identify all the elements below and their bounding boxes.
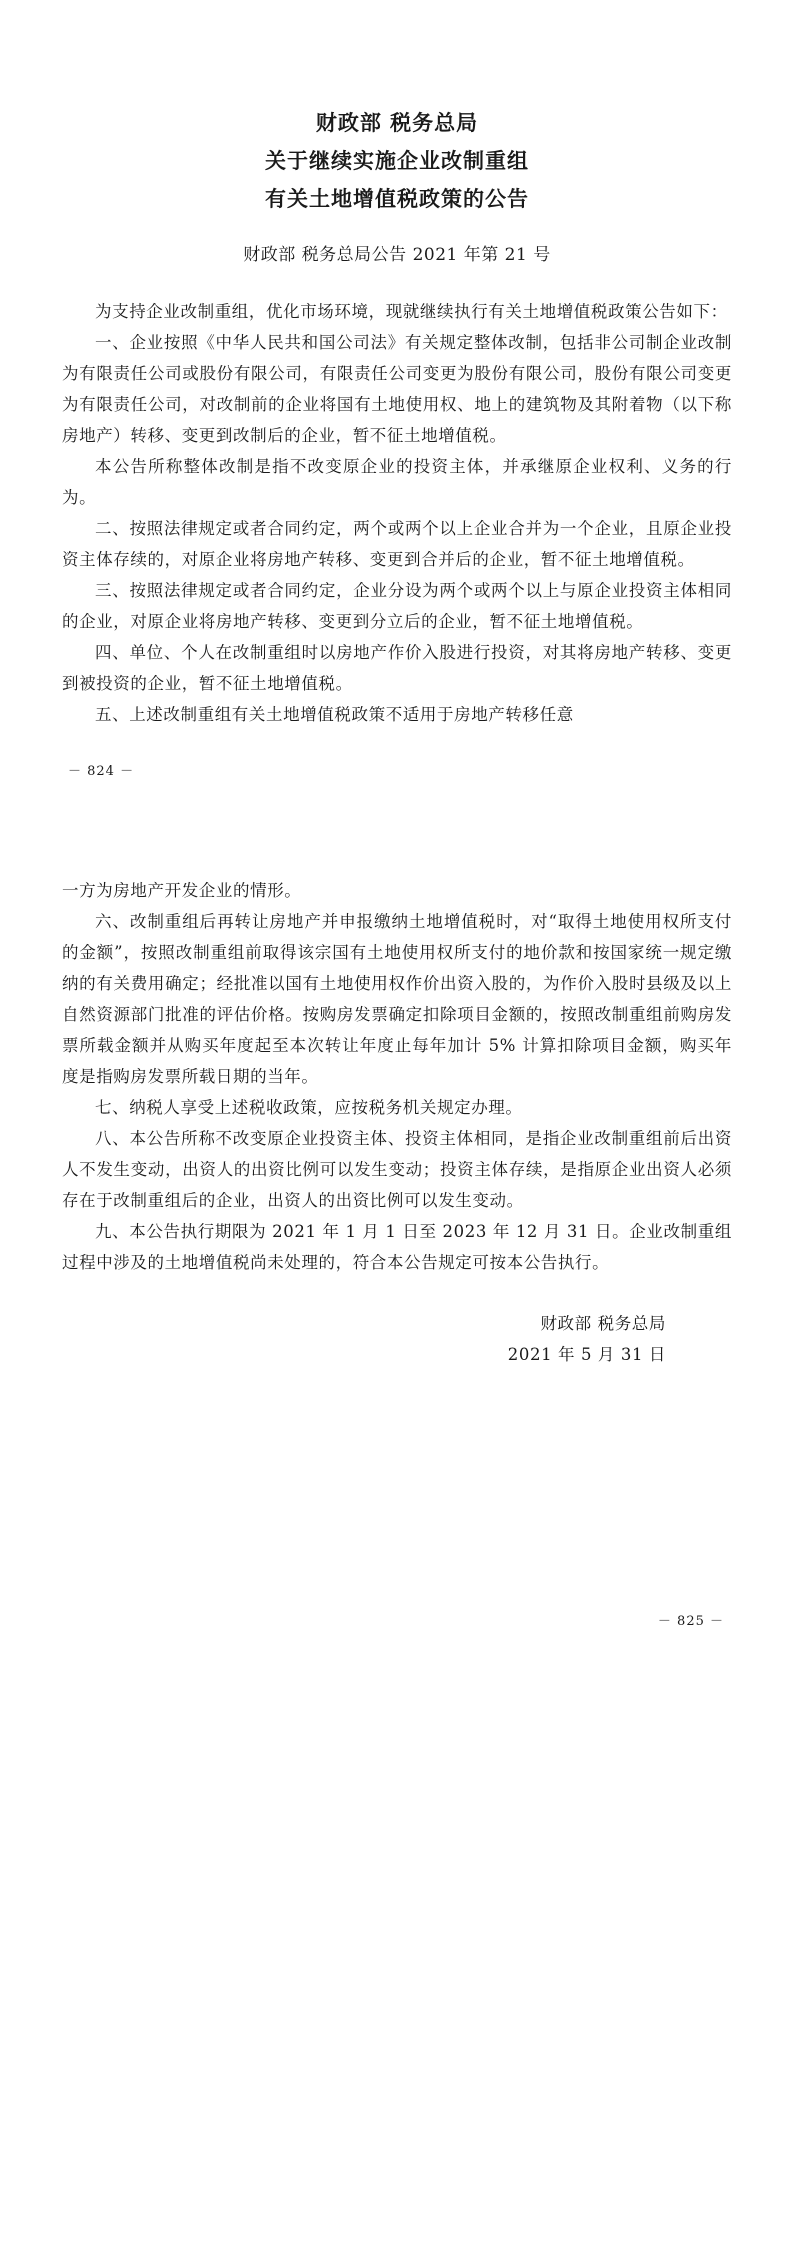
page-824-body [62,296,732,730]
page-separator [0,779,794,875]
document-title [62,104,732,218]
page-825 [0,875,794,1629]
signature-date: 2021 年 5 月 31 日 [507,1345,666,1364]
paragraph-article-1-note: 本公告所称整体改制是指不改变原企业的投资主体，并承继原企业权利、义务的行为。 [62,457,732,507]
signature-block [62,1308,732,1370]
paragraph-article-7: 七、纳税人享受上述税收政策，应按税务机关规定办理。 [95,1098,523,1117]
title-line-1: 财政部 税务总局 [315,110,479,135]
title-line-2: 关于继续实施企业改制重组 [265,148,529,173]
page-824 [0,0,794,779]
paragraph-intro: 为支持企业改制重组，优化市场环境，现就继续执行有关土地增值税政策公告如下： [95,302,728,321]
paragraph-article-9: 九、本公告执行期限为 2021 年 1 月 1 日至 2023 年 12 月 31 日。企业改制重组过程中涉及的土地增值税尚未处理的，符合本公告规定可按本公告执行。 [62,1222,732,1272]
document-number: 财政部 税务总局公告 2021 年第 21 号 [243,245,551,265]
page-number-824: － 824 － [68,764,135,779]
paragraph-article-8: 八、本公告所称不改变原企业投资主体、投资主体相同，是指企业改制重组前后出资人不发生变动，出资人的出资比例可以发生变动；投资主体存续，是指原企业出资人必须存在于改制重组后的企业，出资人的出资比例可以发生变动。 [62,1129,732,1210]
paragraph-article-3: 三、按照法律规定或者合同约定，企业分设为两个或两个以上与原企业投资主体相同的企业，对原企业将房地产转移、变更到分立后的企业，暂不征土地增值税。 [62,581,732,631]
paragraph-article-2: 二、按照法律规定或者合同约定，两个或两个以上企业合并为一个企业，且原企业投资主体存续的，对原企业将房地产转移、变更到合并后的企业，暂不征土地增值税。 [62,519,732,569]
paragraph-article-5-part1: 五、上述改制重组有关土地增值税政策不适用于房地产转移任意 [95,705,574,724]
paragraph-article-6: 六、改制重组后再转让房地产并申报缴纳土地增值税时，对“取得土地使用权所支付的金额”，按照改制重组前取得该宗国有土地使用权所支付的地价款和按国家统一规定缴纳的有关费用确定；经批准以国有土地使用权作价出资入股的，为作价入股时县级及以上自然资源部门批准的评估价格。按购房发票确定扣除项目金额的，按照改制重组前购房发票所载金额并从购买年度起至本次转让年度止每年加计 5% 计算扣除项目金额，购买年度是指购房发票所载日期的当年。 [62,912,732,1086]
paragraph-article-4: 四、单位、个人在改制重组时以房地产作价入股进行投资，对其将房地产转移、变更到被投资的企业，暂不征土地增值税。 [62,643,732,693]
title-line-3: 有关土地增值税政策的公告 [265,186,529,211]
paragraph-article-1: 一、企业按照《中华人民共和国公司法》有关规定整体改制，包括非公司制企业改制为有限责任公司或股份有限公司，有限责任公司变更为股份有限公司，股份有限公司变更为有限责任公司，对改制前的企业将国有土地使用权、地上的建筑物及其附着物（以下称房地产）转移、变更到改制后的企业，暂不征土地增值税。 [62,333,732,445]
page-number-825: － 825 － [657,1614,724,1629]
page-825-body [62,875,732,1278]
signature-issuer: 财政部 税务总局 [540,1314,666,1333]
page-825-tail-space [62,1370,732,1580]
paragraph-article-5-part2: 一方为房地产开发企业的情形。 [62,881,302,900]
